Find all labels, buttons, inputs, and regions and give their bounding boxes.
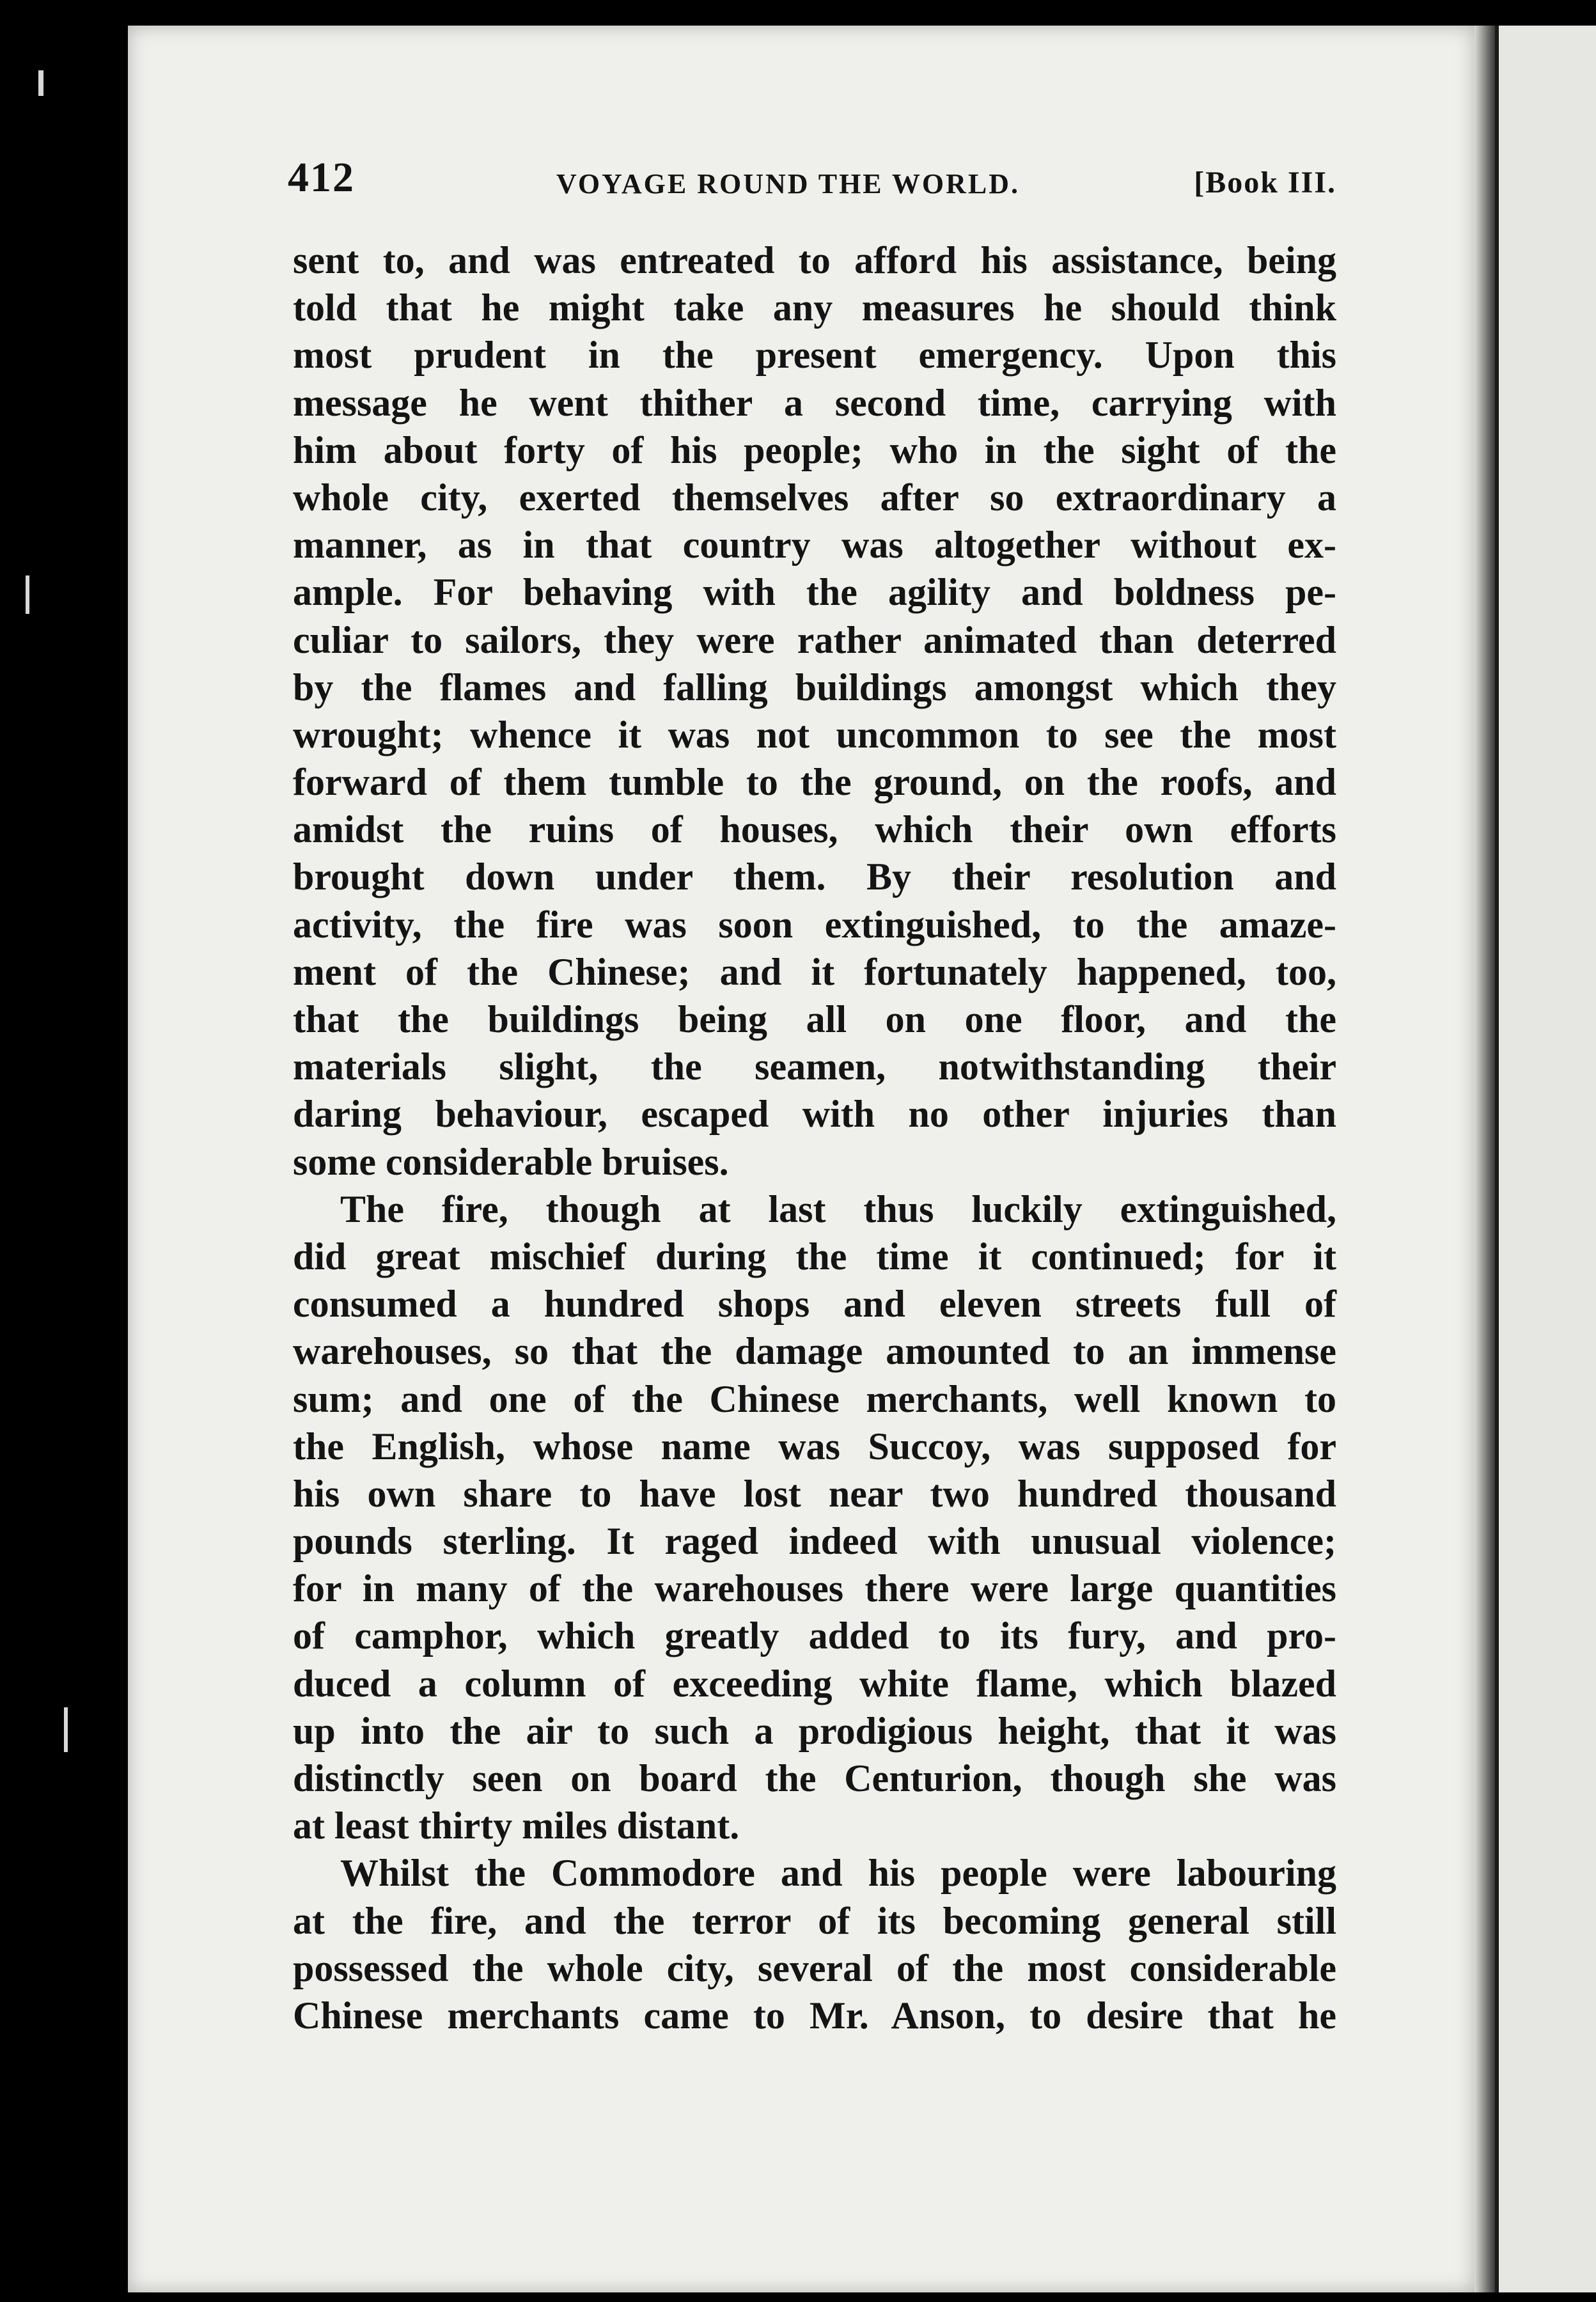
text-line: culiar to sailors, they were rather animated than deterred [293,618,1336,661]
text-line: some considerable bruises. [293,1140,729,1183]
text-line: of camphor, which greatly added to its fury, and pro- [293,1615,1336,1657]
text-line: Chinese merchants came to Mr. Anson, to desire that he [293,1994,1336,2037]
text-line: most prudent in the present emergency. Upon this [293,334,1336,377]
text-line: at least thirty miles distant. [293,1805,740,1847]
text-line: sum; and one of the Chinese merchants, well known to [293,1377,1336,1420]
scan-mark [38,70,43,96]
scan-mark [26,576,29,614]
text-line: sent to, and was entreated to afford his assistance, being [293,239,1336,281]
text-line: amidst the ruins of houses, which their own efforts [293,808,1336,851]
book-reference: [Book III. [1194,166,1336,200]
text-line: manner, as in that country was altogether without ex- [293,524,1336,567]
running-title: VOYAGE ROUND THE WORLD. [556,168,1020,200]
text-line: told that he might take any measures he should think [293,286,1336,329]
text-line: did great mischief during the time it continued; for it [293,1235,1336,1278]
page-gutter [1475,26,1495,2292]
facing-page-edge [1495,26,1596,2292]
text-line: distinctly seen on board the Centurion, though she was [293,1757,1336,1799]
text-line: at the fire, and the terror of its becoming general still [293,1899,1336,1942]
body-text [293,237,1336,2039]
text-line: materials slight, the seamen, notwithstanding their [293,1045,1336,1088]
running-header [288,153,1336,224]
text-line: the English, whose name was Succoy, was supposed for [293,1425,1336,1468]
text-line: daring behaviour, escaped with no other injuries than [293,1093,1336,1136]
text-line: forward of them tumble to the ground, on the roofs, and [293,761,1336,804]
text-line: The fire, though at last thus luckily extinguished, [340,1187,1336,1230]
text-line: by the flames and falling buildings amongst which they [293,666,1336,709]
text-line: warehouses, so that the damage amounted to an immense [293,1330,1336,1373]
page-number: 412 [288,154,355,201]
text-line: ment of the Chinese; and it fortunately happened, too, [293,950,1336,993]
text-line: that the buildings being all on one floor, and the [293,998,1336,1040]
text-line: possessed the whole city, several of the most considerable [293,1946,1336,1989]
text-line: his own share to have lost near two hundred thousand [293,1472,1336,1515]
text-line: activity, the fire was soon extinguished, to the amaze- [293,903,1336,946]
text-line: brought down under them. By their resolution and [293,856,1336,898]
text-line: duced a column of exceeding white flame, which blazed [293,1662,1336,1705]
text-line: ample. For behaving with the agility and boldness pe- [293,571,1336,614]
text-line: him about forty of his people; who in the sight of the [293,428,1336,471]
text-line: message he went thither a second time, carrying with [293,381,1336,424]
text-line: pounds sterling. It raged indeed with unusual violence; [293,1520,1336,1563]
text-line: whole city, exerted themselves after so extraordinary a [293,476,1336,519]
text-line: up into the air to such a prodigious height, that it was [293,1709,1336,1752]
text-line: for in many of the warehouses there were large quantities [293,1567,1336,1610]
text-line: wrought; whence it was not uncommon to see the most [293,713,1336,756]
text-line: Whilst the Commodore and his people were labouring [340,1852,1336,1895]
scan-mark [64,1707,68,1752]
text-line: consumed a hundred shops and eleven streets full of [293,1283,1336,1326]
